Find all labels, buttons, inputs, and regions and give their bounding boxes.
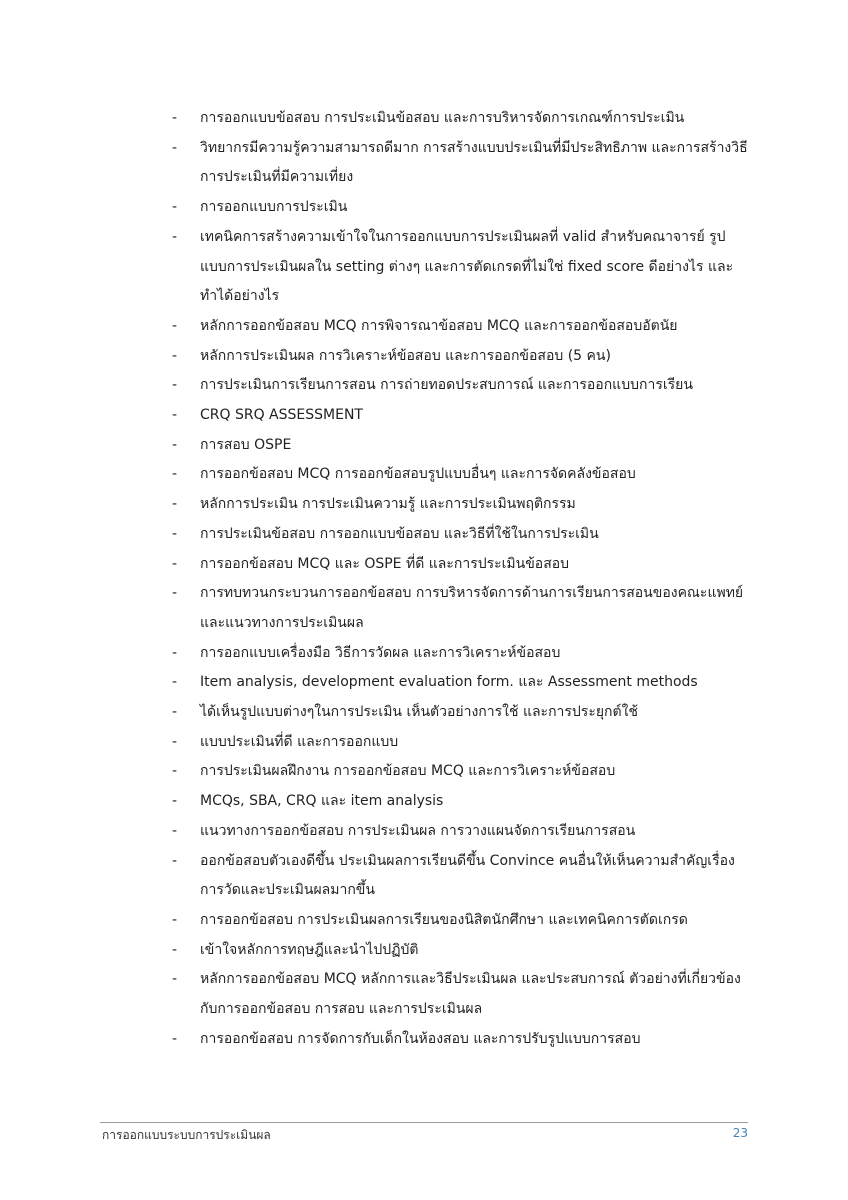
bullet-dash: - [172,733,178,750]
bullet-dash: - [172,139,178,156]
list-item-text: การออกแบบข้อสอบ การประเมินข้อสอบ และการบริหารจัดการเกณฑ์การประเมิน [200,110,685,126]
bullet-dash: - [172,496,178,513]
footer-title: การออกแบบระบบการประเมินผล [102,1128,271,1142]
bullet-dash: - [172,971,178,988]
bullet-dash: - [172,1030,178,1047]
bullet-dash: - [172,674,178,691]
bullet-dash: - [172,793,178,810]
bullet-dash: - [172,466,178,483]
list-item-text: CRQ SRQ ASSESSMENT [200,407,363,424]
list-item-text: การออกแบบการประเมิน [200,199,348,216]
bullet-dash: - [172,941,178,958]
feedback-bullet-list [170,104,750,1055]
list-item [170,342,750,372]
list-item-text: MCQs, SBA, CRQ และ item analysis [200,793,444,810]
list-item [170,757,750,787]
bullet-dash: - [172,644,178,661]
bullet-dash: - [172,347,178,364]
list-item [170,550,750,580]
list-item-text: วิทยากรมีความรู้ความสามารถดีมาก การสร้างแบบประเมินที่มีประสิทธิภาพ และการสร้างวิธีการประเมินที่มีความเที่ยง [200,139,748,186]
list-item-text: การทบทวนกระบวนการออกข้อสอบ การบริหารจัดการด้านการเรียนการสอนของคณะแพทย์ และแนวทางการประเมินผล [200,585,744,631]
bullet-dash: - [172,228,178,245]
bullet-dash: - [172,555,178,572]
list-item [170,639,750,669]
list-item [170,579,750,638]
footer-divider [100,1122,748,1123]
bullet-dash: - [172,525,178,542]
bullet-dash: - [172,436,178,453]
list-item [170,134,750,193]
list-item [170,431,750,461]
list-item [170,728,750,758]
list-item-text: หลักการออกข้อสอบ MCQ การพิจารณาข้อสอบ MCQ และการออกข้อสอบอัตนัย [200,317,678,334]
bullet-dash: - [172,585,178,602]
bullet-dash: - [172,911,178,928]
list-item [170,371,750,401]
list-item-text: การออกข้อสอบ การประเมินผลการเรียนของนิสิตนักศึกษา และเทคนิคการตัดเกรด [200,911,688,928]
list-item-text: การออกข้อสอบ การจัดการกับเด็กในห้องสอบ และการปรับรูปแบบการสอบ [200,1030,641,1047]
list-item-text: การสอบ OSPE [200,436,292,453]
list-item [170,906,750,936]
list-item-text: หลักการประเมินผล การวิเคราะห์ข้อสอบ และการออกข้อสอบ (5 คน) [200,347,611,364]
list-item [170,520,750,550]
list-item-text: เข้าใจหลักการทฤษฎีและนำไปปฏิบัติ [200,941,419,958]
list-item-text: ได้เห็นรูปแบบต่างๆในการประเมิน เห็นตัวอย่างการใช้ และการประยุกต์ใช้ [200,704,638,721]
list-item [170,490,750,520]
list-item [170,787,750,817]
list-item-text: การออกข้อสอบ MCQ และ OSPE ที่ดี และการประเมินข้อสอบ [200,555,570,572]
bullet-dash: - [172,199,178,216]
list-item [170,698,750,728]
list-item [170,847,750,906]
list-item [170,668,750,698]
list-item-text: การออกข้อสอบ MCQ การออกข้อสอบรูปแบบอื่นๆ และการจัดคลังข้อสอบ [200,466,636,483]
bullet-dash: - [172,704,178,721]
list-item [170,401,750,431]
list-item-text: Item analysis, development evaluation form. และ Assessment methods [200,674,698,691]
list-item-text: การประเมินผลฝึกงาน การออกข้อสอบ MCQ และการวิเคราะห์ข้อสอบ [200,763,616,780]
list-item [170,312,750,342]
list-item-text: แบบประเมินที่ดี และการออกแบบ [200,733,399,750]
bullet-dash: - [172,377,178,394]
list-item [170,936,750,966]
list-item-text: เทคนิคการสร้างความเข้าใจในการออกแบบการประเมินผลที่ valid สำหรับคณาจารย์ รูปแบบการประเมินผลใน setting ต่างๆ และการตัดเกรดที่ไม่ใช่ fixed score ดีอย่างไร และทำได้อย่างไร [200,228,734,305]
list-item-text: การประเมินข้อสอบ การออกแบบข้อสอบ และวิธีที่ใช้ในการประเมิน [200,525,599,542]
bullet-dash: - [172,822,178,839]
list-item [170,1025,750,1055]
list-item-text: การประเมินการเรียนการสอน การถ่ายทอดประสบการณ์ และการออกแบบการเรียน [200,377,693,394]
page-number: 23 [732,1126,748,1140]
list-item-text: หลักการประเมิน การประเมินความรู้ และการประเมินพฤติกรรม [200,496,576,513]
bullet-dash: - [172,110,178,126]
bullet-dash: - [172,763,178,780]
bullet-dash: - [172,317,178,334]
list-item [170,223,750,312]
bullet-dash: - [172,407,178,424]
list-item [170,104,750,134]
list-item [170,193,750,223]
list-item [170,460,750,490]
list-item-text: การออกแบบเครื่องมือ วิธีการวัดผล และการวิเคราะห์ข้อสอบ [200,644,561,661]
list-item-text: หลักการออกข้อสอบ MCQ หลักการและวิธีประเมินผล และประสบการณ์ ตัวอย่างที่เกี่ยวข้องกับการออกข้อสอบ การสอบ และการประเมินผล [200,971,741,1018]
bullet-dash: - [172,852,178,869]
list-item-text: ออกข้อสอบตัวเองดีขึ้น ประเมินผลการเรียนดีขึ้น Convince คนอื่นให้เห็นความสำคัญเรื่องการวัดและประเมินผลมากขึ้น [200,852,735,899]
list-item [170,965,750,1024]
list-item [170,817,750,847]
list-item-text: แนวทางการออกข้อสอบ การประเมินผล การวางแผนจัดการเรียนการสอน [200,822,636,839]
